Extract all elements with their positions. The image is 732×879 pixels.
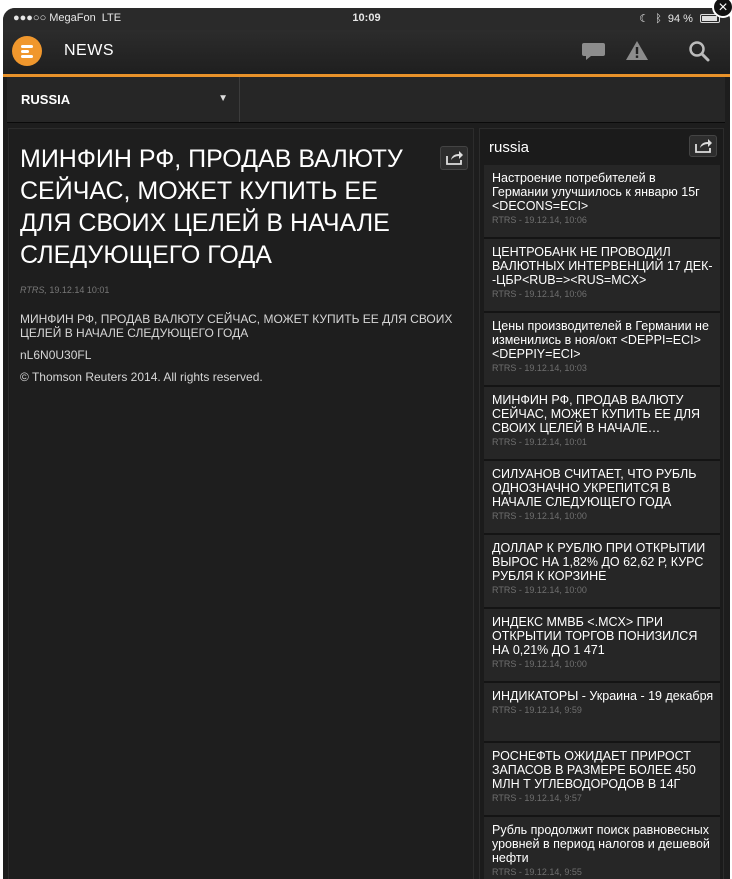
news-headline: Рубль продолжит поиск равновесных уровней в период налогов и дешевой нефти <box>492 823 710 865</box>
news-meta: RTRS - 19.12.14, 10:00 <box>492 659 587 669</box>
news-panel-title: russia <box>489 139 530 156</box>
share-icon <box>690 136 716 156</box>
battery-percent: 94 % <box>667 13 693 25</box>
search-icon[interactable] <box>687 39 713 63</box>
news-headline: Настроение потребителей в Германии улучшилось к январю 15г <DECONS=ECI> <box>492 171 700 213</box>
alert-icon[interactable] <box>624 39 650 63</box>
news-headline: ДОЛЛАР К РУБЛЮ ПРИ ОТКРЫТИИ ВЫРОС НА 1,82% ДО 62,62 Р, КУРС РУБЛЯ К КОРЗИНЕ <box>492 541 706 583</box>
news-item[interactable] <box>484 817 720 879</box>
news-headline: ИНДЕКС ММВБ <.MCX> ПРИ ОТКРЫТИИ ТОРГОВ ПОНИЗИЛСЯ НА 0,21% ДО 1 471 <box>492 615 698 657</box>
news-headline: СИЛУАНОВ СЧИТАЕТ, ЧТО РУБЛЬ ОДНОЗНАЧНО УКРЕПИТСЯ В НАЧАЛЕ СЛЕДУЮЩЕГО ГОДА <box>492 467 697 509</box>
article-title: МИНФИН РФ, ПРОДАВ ВАЛЮТУ СЕЙЧАС, МОЖЕТ КУПИТЬ ЕЕ ДЛЯ СВОИХ ЦЕЛЕЙ В НАЧАЛЕ СЛЕДУЮЩЕГО ГОДА <box>20 145 403 269</box>
app-title: NEWS <box>64 42 114 59</box>
app-logo-icon[interactable] <box>12 36 42 66</box>
status-bar <box>3 8 730 30</box>
news-item[interactable] <box>484 165 720 239</box>
app-bar <box>3 30 730 77</box>
article-copyright: © Thomson Reuters 2014. All rights reserved. <box>20 370 263 384</box>
news-panel <box>479 128 724 879</box>
article-share-button[interactable] <box>440 146 468 170</box>
status-right <box>639 12 720 25</box>
bluetooth-icon: ᛒ <box>655 13 662 25</box>
news-item[interactable] <box>484 535 720 609</box>
filter-bar <box>7 77 725 123</box>
article-timestamp: 19.12.14 10:01 <box>49 285 110 295</box>
carrier-name: MegaFon <box>49 12 96 24</box>
article-source: RTRS, <box>20 285 47 295</box>
news-meta: RTRS - 19.12.14, 9:55 <box>492 867 582 877</box>
news-item[interactable] <box>484 609 720 683</box>
news-item[interactable] <box>484 387 720 461</box>
news-panel-share-button[interactable] <box>689 135 717 157</box>
chevron-down-icon: ▼ <box>218 93 228 104</box>
article-panel <box>8 128 474 879</box>
news-headline: Цены производителей в Германии не изменились в ноя/окт <DEPPI=ECI><DEPPIY=ECI> <box>492 319 709 361</box>
news-meta: RTRS - 19.12.14, 10:00 <box>492 511 587 521</box>
article-code: nL6N0U30FL <box>20 348 92 362</box>
news-headline: РОСНЕФТЬ ОЖИДАЕТ ПРИРОСТ ЗАПАСОВ В РАЗМЕРЕ БОЛЕЕ 450 МЛН Т УГЛЕВОДОРОДОВ В 14Г <box>492 749 696 791</box>
region-dropdown-label: RUSSIA <box>21 92 71 107</box>
news-headline: ЦЕНТРОБАНК НЕ ПРОВОДИЛ ВАЛЮТНЫХ ИНТЕРВЕНЦИЙ 17 ДЕК--ЦБР<RUB=><RUS=MCX> <box>492 245 713 287</box>
share-icon <box>441 147 467 169</box>
news-meta: RTRS - 19.12.14, 10:00 <box>492 585 587 595</box>
region-dropdown[interactable] <box>7 77 240 122</box>
moon-icon: ☾ <box>639 13 650 25</box>
news-headline: МИНФИН РФ, ПРОДАВ ВАЛЮТУ СЕЙЧАС, МОЖЕТ КУПИТЬ ЕЕ ДЛЯ СВОИХ ЦЕЛЕЙ В НАЧАЛЕ <box>492 393 701 435</box>
network-type: LTE <box>101 12 122 24</box>
news-meta: RTRS - 19.12.14, 10:06 <box>492 215 587 225</box>
signal-strength: ●●●○○ <box>13 12 47 24</box>
news-item[interactable] <box>484 461 720 535</box>
article-summary: МИНФИН РФ, ПРОДАВ ВАЛЮТУ СЕЙЧАС, МОЖЕТ КУПИТЬ ЕЕ ДЛЯ СВОИХ ЦЕЛЕЙ В НАЧАЛЕ СЛЕДУЮЩЕГО ГОДА <box>20 312 453 340</box>
status-time: 10:09 <box>352 12 381 24</box>
news-meta: RTRS - 19.12.14, 10:06 <box>492 289 587 299</box>
news-meta: RTRS - 19.12.14, 9:59 <box>492 705 582 715</box>
news-meta: RTRS - 19.12.14, 10:01 <box>492 437 587 447</box>
news-item[interactable] <box>484 239 720 313</box>
app-window <box>3 8 730 879</box>
news-meta: RTRS - 19.12.14, 10:03 <box>492 363 587 373</box>
news-meta: RTRS - 19.12.14, 9:57 <box>492 793 582 803</box>
news-item[interactable] <box>484 683 720 743</box>
news-item[interactable] <box>484 313 720 387</box>
news-headline: ИНДИКАТОРЫ - Украина - 19 декабря <box>492 689 714 703</box>
news-item[interactable] <box>484 743 720 817</box>
article-meta <box>20 285 109 295</box>
article-body <box>20 312 470 392</box>
close-icon[interactable]: × <box>712 0 732 18</box>
chat-icon[interactable] <box>581 39 607 63</box>
